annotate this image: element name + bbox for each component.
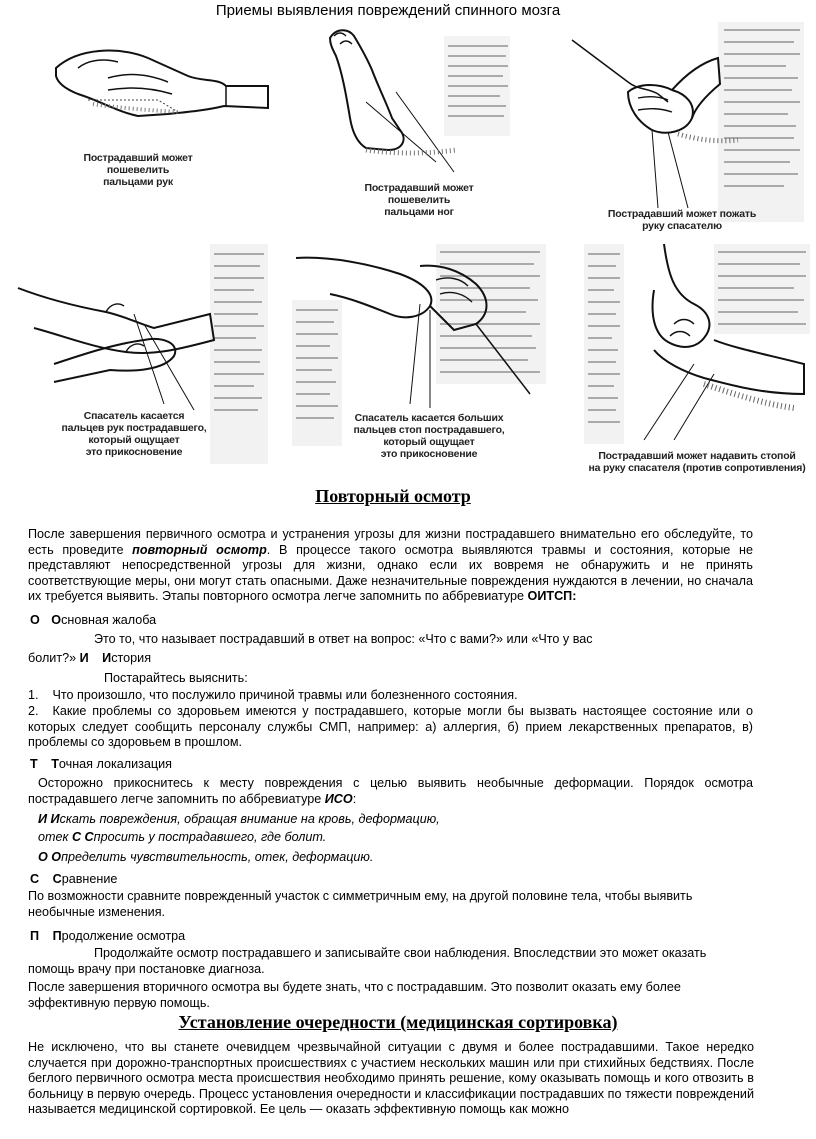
intro-emphasis: повторный осмотр	[132, 542, 267, 557]
item-t-abbreviation: ИСО	[324, 791, 353, 806]
item-s-title: равнение	[61, 872, 118, 886]
list-number: 1.	[28, 688, 39, 702]
iso-line-s	[38, 830, 326, 846]
item-p-text-1: Продолжайте осмотр пострадавшего и записывайте свои наблюдения. Впоследствии это может оказать помощь врачу при постановке диагноза.	[28, 946, 707, 976]
item-i-title: стория	[111, 651, 152, 665]
caption-line: пальцев рук пострадавшего,	[61, 422, 207, 434]
item-t-heading	[30, 757, 172, 773]
caption-line: руку спасателю	[642, 220, 722, 232]
caption-line: Пострадавший может надавить стопой	[598, 450, 796, 462]
item-t-text-b: :	[352, 791, 357, 806]
iso-i-text: скать повреждения, обращая внимание на кровь, деформацию,	[59, 812, 440, 826]
item-i-list-2	[28, 704, 753, 751]
section-heading-triage: Установление очередности (медицинская сортировка)	[178, 1012, 618, 1032]
item-i-title-letter: И	[102, 651, 112, 665]
caption-line: Спасатель касается больших	[354, 412, 504, 424]
figure-touch-fingers	[14, 244, 268, 464]
item-o-title-letter: О	[51, 613, 62, 627]
intro-text-a: После завершения первичного осмотра и устранения угрозы для жизни пострадавшего внимательно его обследуйте, то есть проведите	[28, 527, 753, 557]
item-s-title-letter: С	[52, 872, 62, 886]
intro-text-b: . В процессе такого осмотра выявляются травмы и состояния, которые не представляют непосредственной угрозы для жизни, однако если их вовремя не обнаружить и не принять соответствующие меры, они могут стать опасными. Даже незначительные повреждения нуждаются в лечении, но сначала их требуется выявить. Этапы повторного осмотра легче запомнить по аббревиатуре	[28, 542, 753, 604]
handshake-illustration-icon	[568, 22, 804, 232]
item-s-letter: С	[30, 872, 40, 886]
iso-o-text: пределить чувствительность, отек, деформацию.	[61, 850, 374, 864]
figure-foot-press	[584, 244, 810, 474]
figure-handshake	[568, 22, 804, 232]
item-i-intro: Постарайтесь выяснить:	[104, 671, 248, 685]
item-t-letter: Т	[30, 757, 38, 771]
intro-abbreviation: ОИТСП:	[527, 589, 577, 604]
item-s-text: По возможности сравните поврежденный участок с симметричным ему, на другой половине тела, чтобы выявить необычные изменения.	[28, 889, 693, 919]
item-o-title: сновная жалоба	[61, 613, 157, 627]
item-i-list-1	[28, 688, 753, 704]
item-o-heading	[30, 613, 156, 629]
item-o-text-1: Это то, что называет пострадавший в ответ на вопрос: «Что с вами?» или «Что у вас	[94, 632, 593, 646]
caption-line: пальцами ног	[384, 206, 454, 218]
item-o-text-2: болит?»	[28, 651, 77, 665]
foot-press-illustration-icon	[584, 244, 810, 474]
item-o-letter: О	[30, 613, 40, 627]
iso-line-i	[38, 812, 440, 828]
page-title: Приемы выявления повреждений спинного мозга	[215, 2, 561, 19]
caption-line: Спасатель касается	[83, 410, 185, 422]
figure-finger-movement-feet	[326, 22, 516, 218]
item-p-title-letter: П	[52, 929, 62, 943]
item-t-text	[28, 776, 753, 807]
caption-line: который ощущает	[383, 436, 475, 448]
item-t-title: очная локализация	[58, 757, 172, 771]
iso-s-pre: отек	[38, 830, 72, 844]
item-s-heading	[30, 872, 117, 888]
item-p-title: родолжение осмотра	[61, 929, 186, 943]
caption-line: Пострадавший может пожать	[607, 208, 757, 220]
caption-line: пальцев стоп пострадавшего,	[353, 424, 505, 436]
caption-line: Пострадавший может пошевелить	[83, 152, 193, 176]
iso-o-letters: О О	[38, 850, 62, 864]
list-text: Что произошло, что послужило причиной травмы или болезненного состояния.	[52, 688, 518, 702]
caption-line: Пострадавший может пошевелить	[364, 182, 474, 206]
item-p-heading	[30, 929, 185, 945]
iso-line-o	[38, 850, 373, 866]
caption-line: это прикосновение	[85, 446, 183, 458]
caption-line: который ощущает	[88, 434, 180, 446]
item-p-letter: П	[30, 929, 40, 943]
figure-touch-toes	[290, 244, 546, 466]
caption-line: это прикосновение	[380, 448, 478, 460]
foot-illustration-icon	[326, 22, 516, 208]
triage-paragraph: Не исключено, что вы станете очевидцем чрезвычайной ситуации с двумя и более пострадавшими. Такое нередко случается при дорожно-транспортных происшествиях с участием нескольких машин или при стихийных бедствиях. После беглого первичного осмотра места происшествия необходимо принять решение, кому оказывать помощь и кого отвозить в больницу в первую очередь. Процесс установления очередности и классификации пострадавших по тяжести повреждений называется медицинской сортировкой. Ее цель — оказать эффективную помощь как можно	[28, 1040, 754, 1117]
caption-line: на руку спасателя (против сопротивления)	[588, 462, 806, 474]
item-p-text-2: После завершения вторичного осмотра вы будете знать, что с пострадавшим. Это позволит оказать ему более эффективную первую помощь.	[28, 980, 681, 1010]
iso-s-letters: С С	[71, 830, 94, 844]
item-i-letter: И	[79, 651, 89, 665]
iso-i-letters: И И	[38, 812, 60, 826]
caption-line: пальцами рук	[103, 176, 173, 188]
item-t-text-a: Осторожно прикоснитесь к месту повреждения с целью выявить необычные деформации. Порядок осмотра пострадавшего легче запомнить по аббревиатуре	[28, 776, 753, 806]
iso-s-text: просить у пострадавшего, где болит.	[93, 830, 327, 844]
section-heading-repeat-exam: Повторный осмотр	[315, 486, 471, 506]
item-t-title-letter: Т	[51, 757, 59, 771]
intro-paragraph	[28, 527, 753, 605]
list-text: Какие проблемы со здоровьем имеются у пострадавшего, которые могли бы вызвать настоящее состояние или о которых следует сообщить персоналу службы СМП, например: а) аллергия, б) прием лекарственных препаратов, в) проблемы со здоровьем в прошлом.	[28, 704, 753, 750]
item-i-heading	[28, 651, 151, 667]
list-number: 2.	[28, 704, 39, 718]
figure-finger-movement-hands	[48, 28, 276, 188]
